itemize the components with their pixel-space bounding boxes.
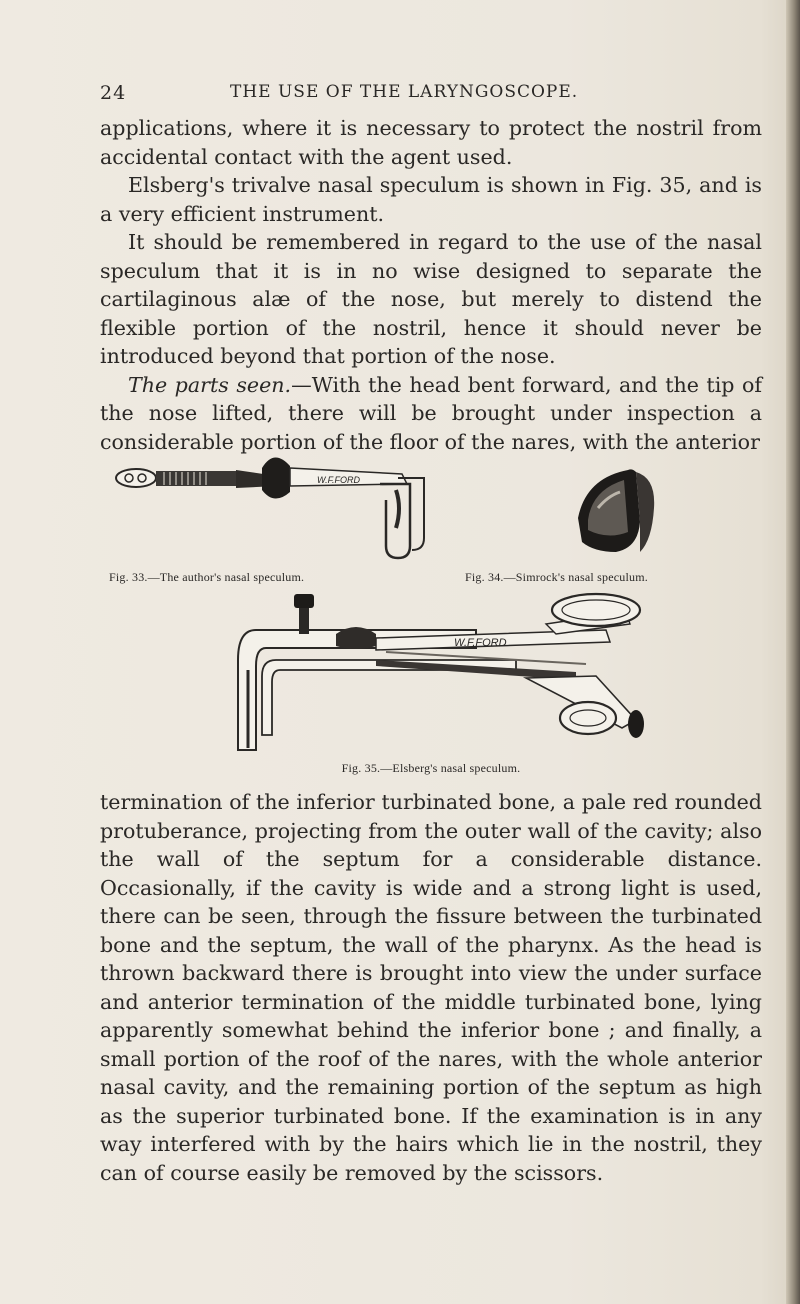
- fig35-speculum-illustration: [226, 590, 656, 760]
- running-title: THE USE OF THE LARYNGOSCOPE.: [230, 82, 579, 102]
- page-edge-shadow: [786, 0, 800, 1304]
- page-header: [100, 82, 760, 106]
- text-run: Elsberg's trivalve nasal speculum is shown in Fig. 35, and is a very efficient instrument.: [100, 173, 762, 226]
- fig34-speculum-illustration: [558, 448, 688, 568]
- paragraph: [100, 228, 762, 371]
- body-text-top: [100, 114, 762, 456]
- fig33-engraving: W.F.FORD: [317, 475, 360, 485]
- fig33-speculum-illustration: [112, 448, 422, 568]
- text-run: applications, where it is necessary to protect the nostril from accidental contact with the agent used.: [100, 116, 762, 169]
- text-run: termination of the inferior turbinated bone, a pale red rounded protuberance, projecting from the outer wall of the cavity; also the wall of the septum for a considerable distance. Occasionally, if the cavity is wide and a strong light is used, there can be seen, through the fissure between the turbinated bone and the septum, the wall of the pharynx. As the head is thrown backward there is brought into view the under surface and anterior termination of the middle turbinated bone, lying apparently somewhat behind the inferior bone ; and finally, a small portion of the roof of the nares, with the whole anterior nasal cavity, and the remaining portion of the septum as high as the superior turbinated bone. If the examination is in any way interfered with by the hairs which lie in the nostril, they can of course easily be removed by the scissors.: [100, 790, 762, 1185]
- text-run: —With the head bent forward, and the tip of the nose lifted, there will be brought under inspection a considerable portion of the floor of the nares, with the anterior: [100, 372, 762, 454]
- fig34-caption: Fig. 34.—Simrock's nasal speculum.: [465, 570, 648, 584]
- paragraph: [100, 371, 762, 457]
- fig35-engraving: W.F.FORD: [454, 637, 507, 649]
- paragraph: [100, 114, 762, 171]
- figures-block: [100, 448, 762, 788]
- italic-run: The parts seen.: [128, 372, 292, 397]
- fig33-caption: Fig. 33.—The author's nasal speculum.: [109, 570, 305, 584]
- body-text-bottom: [100, 788, 762, 1187]
- paragraph: [100, 788, 762, 1187]
- paragraph: [100, 171, 762, 228]
- page-number: 24: [100, 82, 127, 104]
- text-run: It should be remembered in regard to the use of the nasal speculum that it is in no wise designed to separate the cartilaginous alæ of the nose, but merely to distend the flexible portion of the nostril, hence it should never be introduced beyond that portion of the nose.: [100, 230, 762, 368]
- fig35-caption: Fig. 35.—Elsberg's nasal speculum.: [341, 761, 521, 775]
